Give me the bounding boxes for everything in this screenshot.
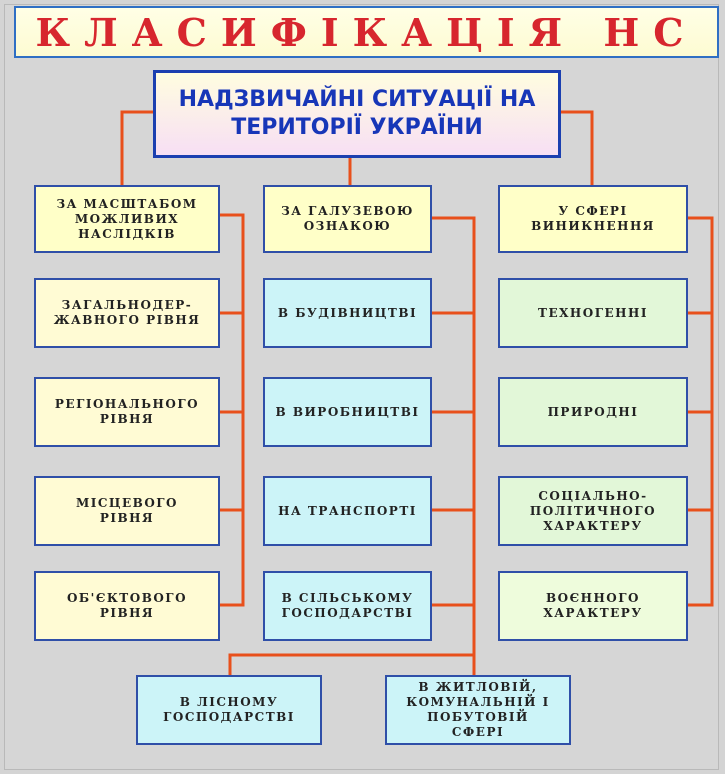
node-label: РЕГІОНАЛЬНОГО РІВНЯ	[54, 397, 200, 426]
diagram-title: КЛАСИФІКАЦІЯ НС	[35, 9, 698, 55]
category-origin	[498, 185, 688, 253]
connector-bottom-left	[230, 655, 474, 675]
connector-root-right	[561, 112, 592, 185]
root-node-label: НАДЗВИЧАЙНІ СИТУАЦІЇ НА ТЕРИТОРІЇ УКРАЇНИ	[178, 87, 536, 140]
node-label: В БУДІВНИЦТВІ	[277, 305, 418, 320]
node-sector-construction	[263, 278, 432, 348]
node-sector-production	[263, 377, 432, 447]
node-label: В ЖИТЛОВІЙ, КОМУНАЛЬНІЙ І ПОБУТОВІЙ СФЕРІ	[406, 680, 550, 739]
node-sector-housing	[385, 675, 571, 745]
connector-root-left	[122, 112, 153, 185]
node-origin-technogenic	[498, 278, 688, 348]
node-label: В ЛІСНОМУ ГОСПОДАРСТВІ	[163, 695, 295, 724]
category-sector-label: ЗА ГАЛУЗЕВОЮ ОЗНАКОЮ	[281, 204, 414, 233]
node-label: ПРИРОДНІ	[547, 404, 639, 419]
node-origin-military	[498, 571, 688, 641]
node-label: ВОЄННОГО ХАРАКТЕРУ	[543, 591, 643, 620]
node-label: ТЕХНОГЕННІ	[538, 305, 648, 320]
connector-mid-bus	[432, 218, 474, 680]
category-scale-label: ЗА МАСШТАБОМ МОЖЛИВИХ НАСЛІДКІВ	[56, 196, 198, 241]
node-label: В СІЛЬСЬКОМУ ГОСПОДАРСТВІ	[281, 591, 414, 620]
node-scale-national	[34, 278, 220, 348]
category-sector	[263, 185, 432, 253]
node-scale-regional	[34, 377, 220, 447]
node-label: ЗАГАЛЬНОДЕР- ЖАВНОГО РІВНЯ	[53, 298, 201, 327]
title-banner	[14, 6, 719, 58]
node-sector-agriculture	[263, 571, 432, 641]
node-sector-forestry	[136, 675, 322, 745]
node-label: МІСЦЕВОГО РІВНЯ	[75, 496, 179, 525]
category-origin-label: У СФЕРІ ВИНИКНЕННЯ	[531, 204, 655, 233]
node-label: НА ТРАНСПОРТІ	[278, 503, 417, 518]
node-origin-natural	[498, 377, 688, 447]
root-node	[153, 70, 561, 158]
connector-left-bus	[220, 215, 243, 605]
node-scale-object	[34, 571, 220, 641]
category-scale	[34, 185, 220, 253]
node-label: СОЦІАЛЬНО- ПОЛІТИЧНОГО ХАРАКТЕРУ	[529, 488, 657, 533]
node-label: ОБ'ЄКТОВОГО РІВНЯ	[66, 591, 188, 620]
node-origin-sociopolitical	[498, 476, 688, 546]
node-sector-transport	[263, 476, 432, 546]
node-label: В ВИРОБНИЦТВІ	[275, 404, 420, 419]
node-scale-local	[34, 476, 220, 546]
